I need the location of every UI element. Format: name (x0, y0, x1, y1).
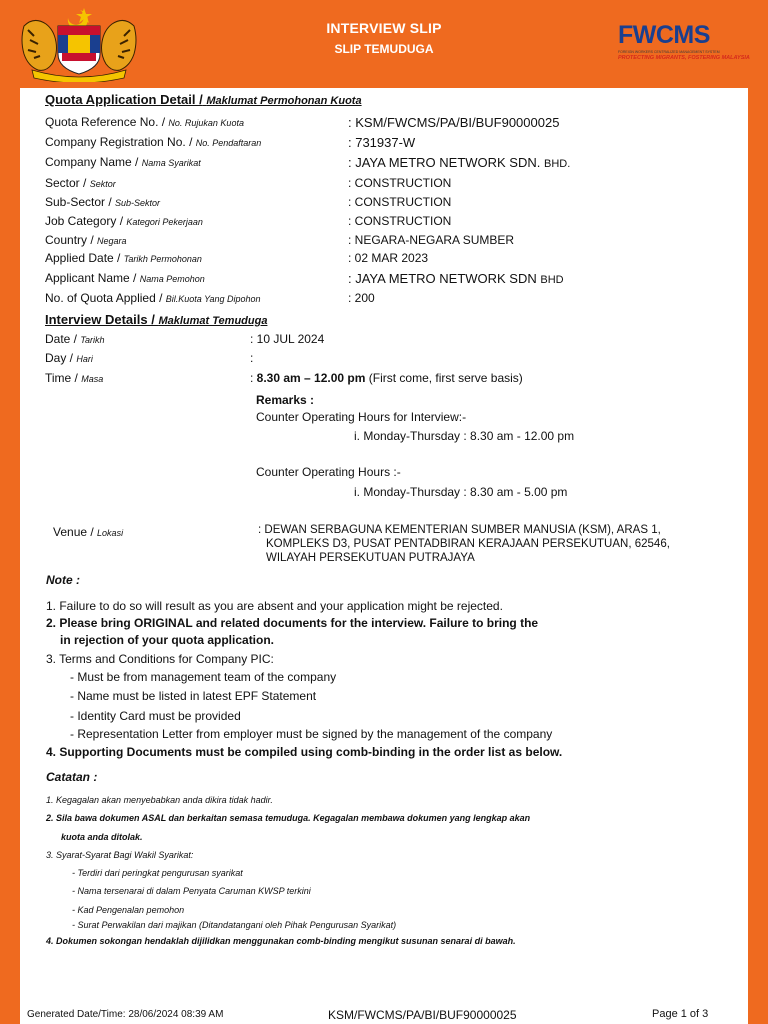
quota-row-label-ms: No. Pendaftaran (195, 138, 262, 148)
quota-row-label-en: Company Name / (45, 155, 142, 169)
time-note: (First come, first serve basis) (365, 371, 523, 385)
slip-subtitle: SLIP TEMUDUGA (334, 42, 434, 56)
fwcms-logo-subline: FOREIGN WORKERS CENTRALIZED MANAGEMENT SYSTEM (618, 50, 720, 54)
catatan-item-2: 2. Sila bawa dokumen ASAL dan berkaitan semasa temuduga. Kegagalan membawa dokumen yang lengkap akan (46, 813, 531, 823)
catatan-item-2-cont: kuota anda ditolak. (61, 832, 143, 842)
interview-heading-ms: Maklumat Temuduga (158, 315, 268, 327)
quota-row-value (348, 115, 559, 130)
catatan-item-3c: - Kad Pengenalan pemohon (72, 905, 185, 915)
quota-row-label-en: Job Category / (45, 214, 127, 228)
catatan-heading: Catatan : (46, 770, 98, 784)
quota-row-label (45, 251, 202, 265)
interview-heading-en: Interview Details / (45, 312, 159, 327)
quota-row-value (348, 251, 428, 265)
quota-row-value (348, 176, 451, 190)
quota-row-value-text: : JAYA METRO NETWORK SDN (348, 271, 541, 286)
quota-row-label-en: Sub-Sector / (45, 195, 116, 209)
quota-row-label (45, 155, 201, 169)
quota-row-value-text: : KSM/FWCMS/PA/BI/BUF90000025 (348, 115, 560, 130)
note-heading: Note : (46, 573, 80, 587)
day-label-ms: Hari (76, 354, 93, 364)
quota-row-value-text: : CONSTRUCTION (348, 176, 452, 190)
day-label-en: Day / (45, 351, 77, 365)
slip-footer (20, 1004, 748, 1024)
quota-row-value-suffix: BHD. (543, 158, 571, 170)
note-item-3d: - Representation Letter from employer must be signed by the management of the company (70, 727, 553, 741)
catatan-item-1: 1. Kegagalan akan menyebabkan anda dikira tidak hadir. (46, 795, 273, 805)
quota-row-label-ms: Negara (97, 236, 127, 246)
time-label-ms: Masa (81, 374, 104, 384)
footer-reference: KSM/FWCMS/PA/BI/BUF90000025 (328, 1008, 517, 1022)
note-item-1: 1. Failure to do so will result as you are absent and your application might be rejected. (46, 599, 503, 613)
quota-heading-ms: Maklumat Permohonan Kuota (206, 95, 362, 107)
note-item-4: 4. Supporting Documents must be compiled using comb-binding in the order list as below. (46, 745, 563, 759)
note-item-3: 3. Terms and Conditions for Company PIC: (46, 652, 274, 666)
interview-date-value: : 10 JUL 2024 (250, 332, 325, 346)
quota-row-label-ms: Tarikh Permohonan (123, 254, 202, 264)
catatan-item-3d: - Surat Perwakilan dari majikan (Ditandatangani oleh Pihak Pengurusan Syarikat) (72, 920, 397, 930)
remarks-line-2: i. Monday-Thursday : 8.30 am - 12.00 pm (354, 429, 575, 443)
quota-row-value (348, 291, 375, 305)
remarks-line-3: Counter Operating Hours :- (256, 465, 401, 479)
fwcms-logo-word: FWCMS (618, 21, 710, 49)
quota-row-label (45, 195, 160, 209)
quota-row-label (45, 271, 205, 285)
quota-row-value-text: : 731937-W (348, 135, 416, 150)
quota-row-label-en: Country / (45, 233, 98, 247)
quota-row-label-ms: Bil.Kuota Yang Dipohon (165, 294, 261, 304)
quota-row-label (45, 291, 261, 305)
quota-row-label-en: No. of Quota Applied / (45, 291, 166, 305)
quota-row-value-text: : CONSTRUCTION (348, 195, 452, 209)
remarks-title: Remarks : (256, 393, 315, 407)
quota-row-label (45, 176, 116, 190)
quota-row-label (45, 115, 244, 129)
quota-row-value-text: : JAYA METRO NETWORK SDN. (348, 155, 544, 170)
interview-day-label (45, 351, 93, 365)
quota-row-label-en: Sector / (45, 176, 90, 190)
quota-row-value (348, 214, 451, 228)
catatan-item-3: 3. Syarat-Syarat Bagi Wakil Syarikat: (46, 850, 194, 860)
catatan-item-4: 4. Dokumen sokongan hendaklah dijilidkan menggunakan comb-binding mengikut susunan senarai di bawah. (46, 936, 516, 946)
date-label-ms: Tarikh (80, 335, 105, 345)
quota-row-label (45, 233, 127, 247)
quota-row-label-en: Applicant Name / (45, 271, 140, 285)
note-item-3a: - Must be from management team of the company (70, 670, 337, 684)
quota-row-value (348, 135, 415, 150)
slip-title-block (284, 20, 484, 56)
quota-row-label (45, 214, 203, 228)
interview-section-heading (45, 312, 267, 327)
quota-row-value (348, 195, 451, 209)
page-number: Page 1 of 3 (652, 1008, 709, 1020)
venue-label-en: Venue / (53, 525, 98, 539)
quota-row-value-text: : 200 (348, 291, 375, 305)
interview-time-label (45, 371, 103, 385)
date-label-en: Date / (45, 332, 81, 346)
time-label-en: Time / (45, 371, 82, 385)
note-item-3c: - Identity Card must be provided (70, 709, 241, 723)
quota-row-label-en: Applied Date / (45, 251, 124, 265)
fwcms-logo (618, 22, 750, 68)
fwcms-logo-tagline: PROTECTING MIGRANTS, FOSTERING MALAYSIA (618, 55, 750, 61)
venue-line-2: KOMPLEKS D3, PUSAT PENTADBIRAN KERAJAAN PERSEKUTUAN, 62546, (266, 538, 670, 550)
quota-row-label-ms: No. Rujukan Kuota (168, 118, 244, 128)
remarks-line-4: i. Monday-Thursday : 8.30 am - 5.00 pm (354, 485, 568, 499)
quota-row-label-ms: Sub-Sektor (115, 198, 161, 208)
malaysia-coat-of-arms-icon (18, 6, 140, 82)
quota-row-label-ms: Nama Syarikat (141, 158, 201, 168)
slip-body (20, 88, 748, 1004)
interview-date-label (45, 332, 105, 346)
quota-row-value (348, 271, 564, 286)
catatan-item-3b: - Nama tersenarai di dalam Penyata Caruman KWSP terkini (72, 886, 311, 896)
generated-datetime: Generated Date/Time: 28/06/2024 08:39 AM (27, 1009, 224, 1020)
quota-row-value-suffix: BHD (540, 274, 564, 286)
quota-row-value (348, 155, 570, 170)
quota-row-label-ms: Kategori Pekerjaan (126, 217, 203, 227)
quota-row-label-ms: Nama Pemohon (139, 274, 205, 284)
time-colon: : (250, 371, 257, 385)
quota-row-value-text: : NEGARA-NEGARA SUMBER (348, 233, 515, 247)
page-header (0, 0, 768, 88)
catatan-item-3a: - Terdiri dari peringkat pengurusan syarikat (72, 868, 243, 878)
slip-title: INTERVIEW SLIP (326, 20, 442, 36)
note-item-3b: - Name must be listed in latest EPF Statement (70, 689, 317, 703)
quota-row-label (45, 135, 261, 149)
quota-heading-en: Quota Application Detail / (45, 92, 203, 107)
venue-label-ms: Lokasi (97, 528, 124, 538)
quota-section-heading (45, 92, 362, 107)
quota-row-label-en: Company Registration No. / (45, 135, 196, 149)
venue-line-3: WILAYAH PERSEKUTUAN PUTRAJAYA (266, 552, 475, 564)
remarks-line-1: Counter Operating Hours for Interview:- (256, 410, 467, 424)
venue-label (53, 525, 123, 539)
note-item-2: 2. Please bring ORIGINAL and related documents for the interview. Failure to bring the (46, 616, 539, 630)
quota-row-label-ms: Sektor (89, 179, 116, 189)
interview-time-value (250, 371, 523, 385)
interview-day-value: : (250, 351, 254, 365)
venue-line-1: : DEWAN SERBAGUNA KEMENTERIAN SUMBER MANUSIA (KSM), ARAS 1, (258, 524, 661, 536)
quota-row-value-text: : CONSTRUCTION (348, 214, 452, 228)
quota-row-value-text: : 02 MAR 2023 (348, 251, 429, 265)
quota-row-value (348, 233, 514, 247)
quota-row-label-en: Quota Reference No. / (45, 115, 169, 129)
time-range: 8.30 am – 12.00 pm (256, 371, 366, 385)
note-item-2-cont: in rejection of your quota application. (60, 633, 275, 647)
